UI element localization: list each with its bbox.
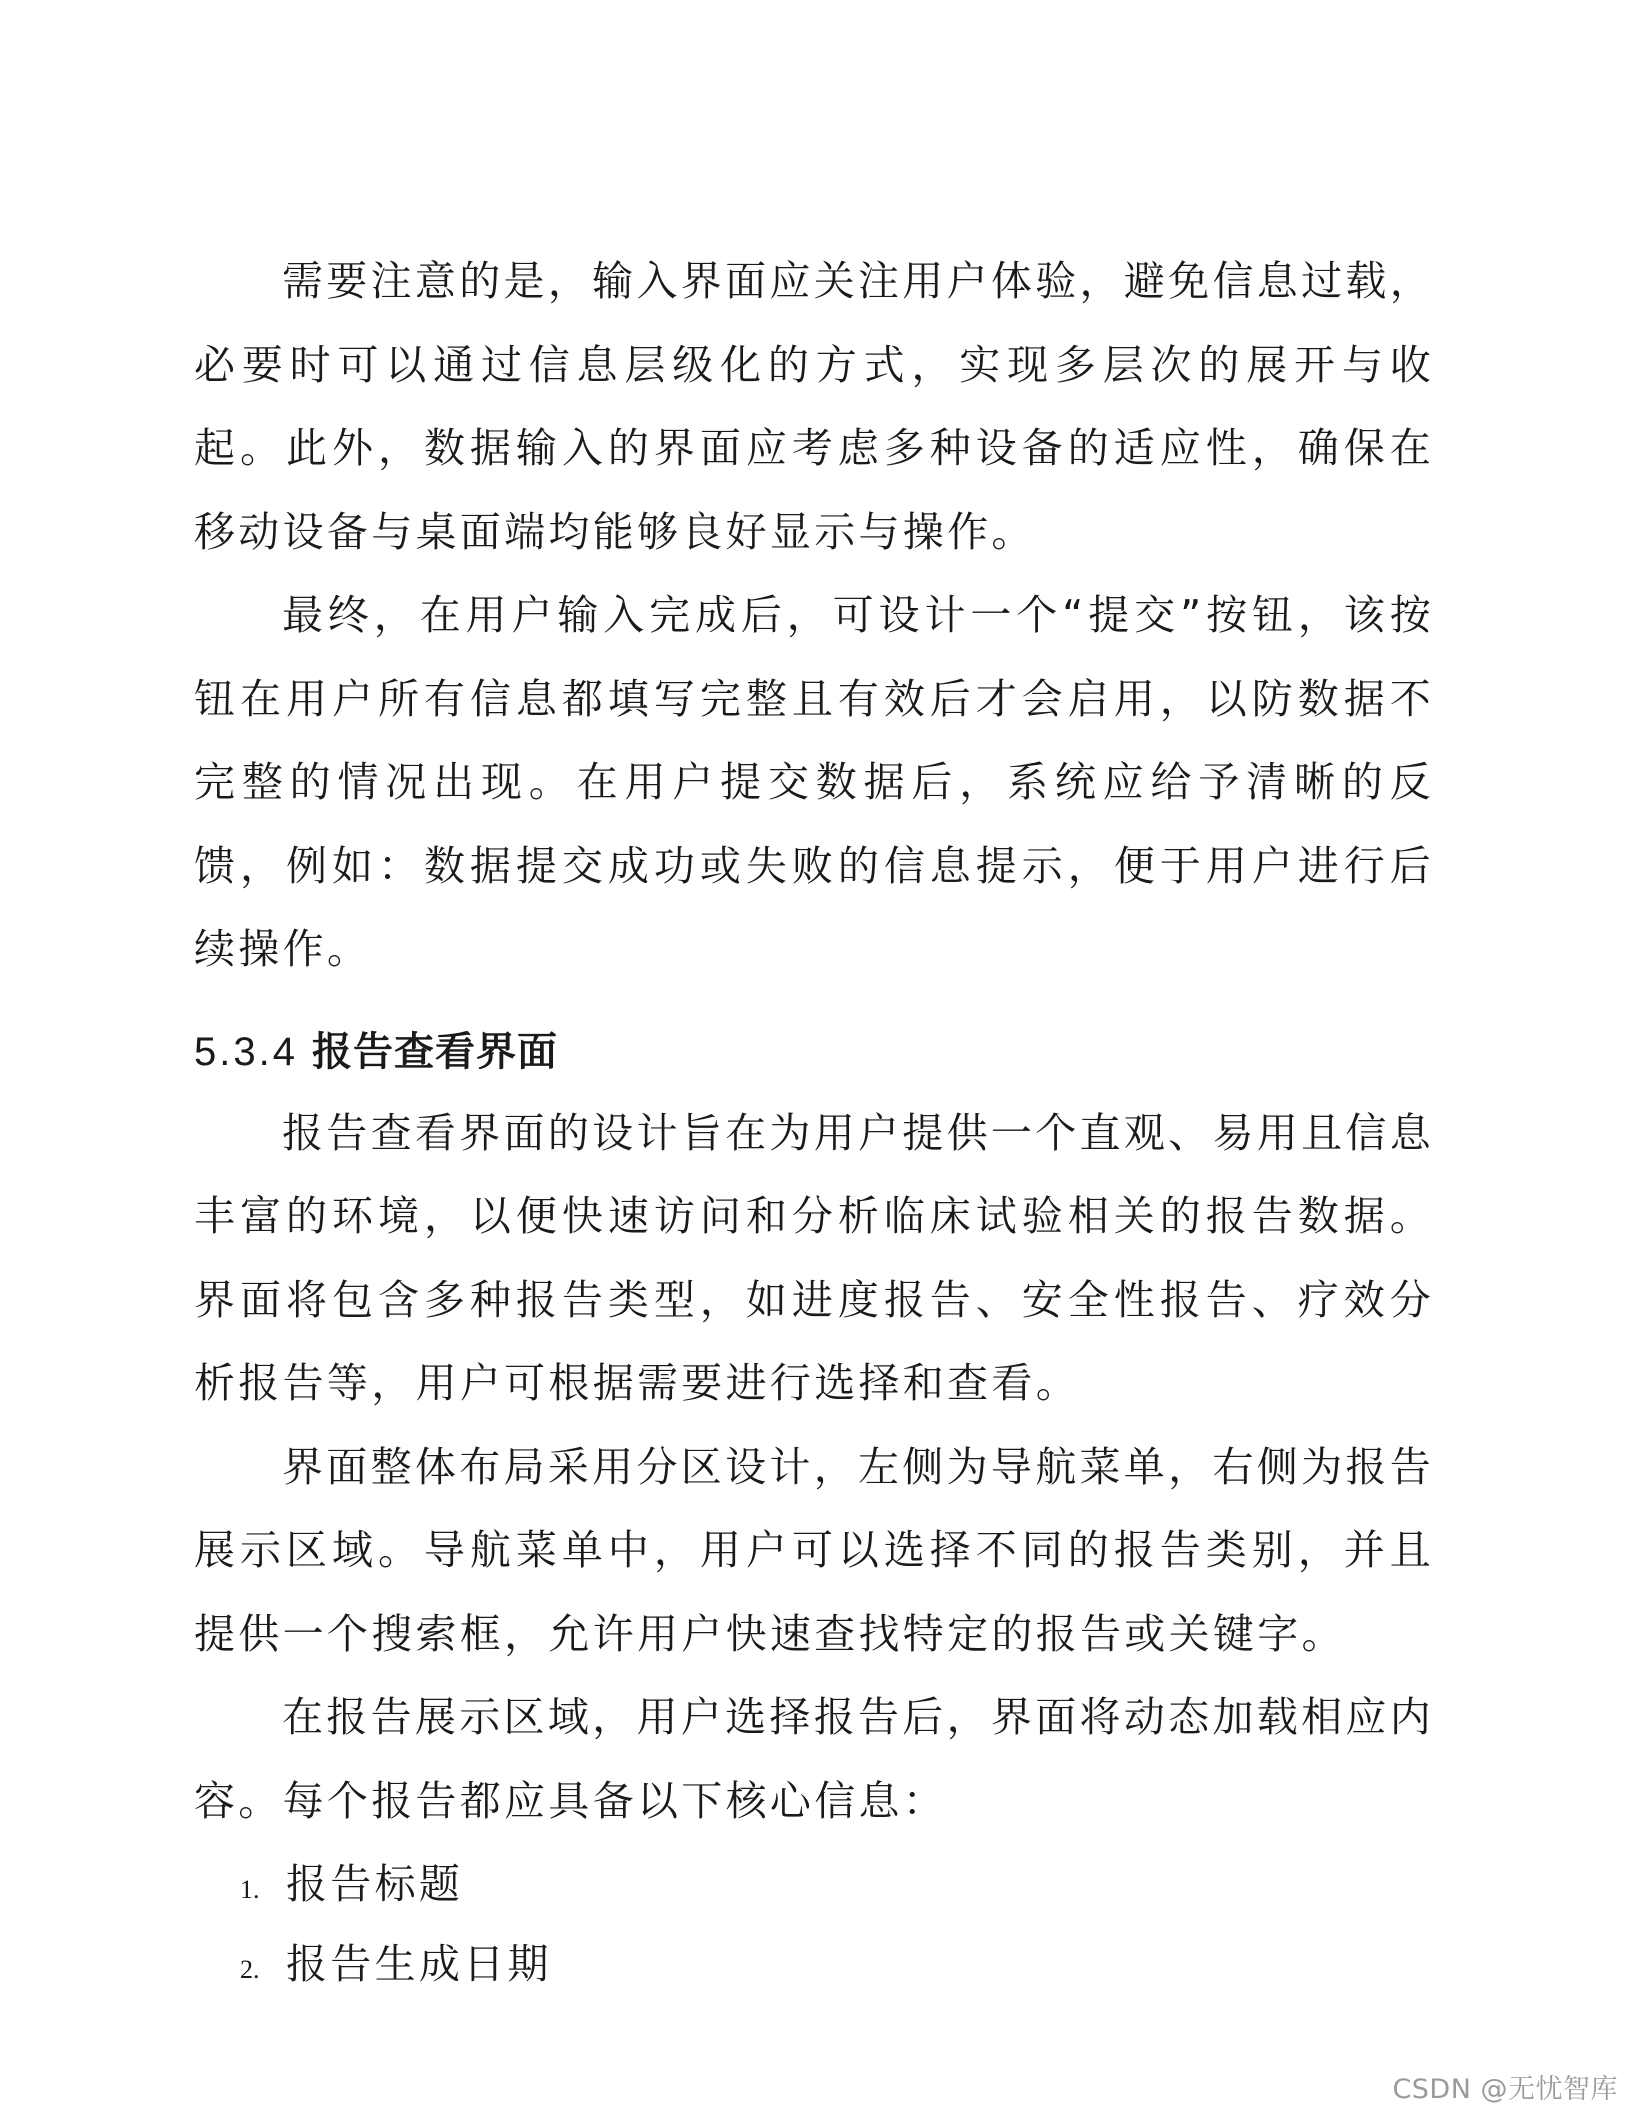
section-number: 5.3.4 — [194, 1029, 298, 1074]
list-marker: 1. — [240, 1875, 260, 1904]
paragraph-report-view-intro: 报告查看界面的设计旨在为用户提供一个直观、易用且信息丰富的环境，以便快速访问和分析临床试验相关的报告数据。界面将包含多种报告类型，如进度报告、安全性报告、疗效分析报告等，用户可根据需要进行选择和查看。 — [194, 1108, 1434, 1407]
paragraph-report-display: 在报告展示区域，用户选择报告后，界面将动态加载相应内容。每个报告都应具备以下核心信息： — [194, 1693, 1434, 1825]
watermark: CSDN @无忧智库 — [1392, 2074, 1618, 2105]
section-title: 报告查看界面 — [311, 1028, 558, 1075]
section-heading — [194, 1012, 1434, 1092]
paragraph-ux-note: 需要注意的是，输入界面应关注用户体验，避免信息过载，必要时可以通过信息层级化的方式，实现多层次的展开与收起。此外，数据输入的界面应考虑多种设备的适应性，确保在移动设备与桌面端均能够良好显示与操作。 — [194, 257, 1434, 556]
paragraph-layout: 界面整体布局采用分区设计，左侧为导航菜单，右侧为报告展示区域。导航菜单中，用户可以选择不同的报告类别，并且提供一个搜索框，允许用户快速查找特定的报告或关键字。 — [194, 1442, 1434, 1658]
core-info-list — [194, 1851, 1434, 2011]
list-item — [194, 1931, 1434, 2011]
list-marker: 2. — [240, 1955, 260, 1984]
paragraph-submit-button: 最终，在用户输入完成后，可设计一个“提交”按钮，该按钮在用户所有信息都填写完整且有效后才会启用，以防数据不完整的情况出现。在用户提交数据后，系统应给予清晰的反馈，例如：数据提交成功或失败的信息提示，便于用户进行后续操作。 — [194, 591, 1434, 973]
list-item-text: 报告生成日期 — [286, 1940, 552, 1988]
list-item-text: 报告标题 — [286, 1860, 464, 1908]
list-item — [194, 1851, 1434, 1931]
document-body — [194, 240, 1434, 2011]
